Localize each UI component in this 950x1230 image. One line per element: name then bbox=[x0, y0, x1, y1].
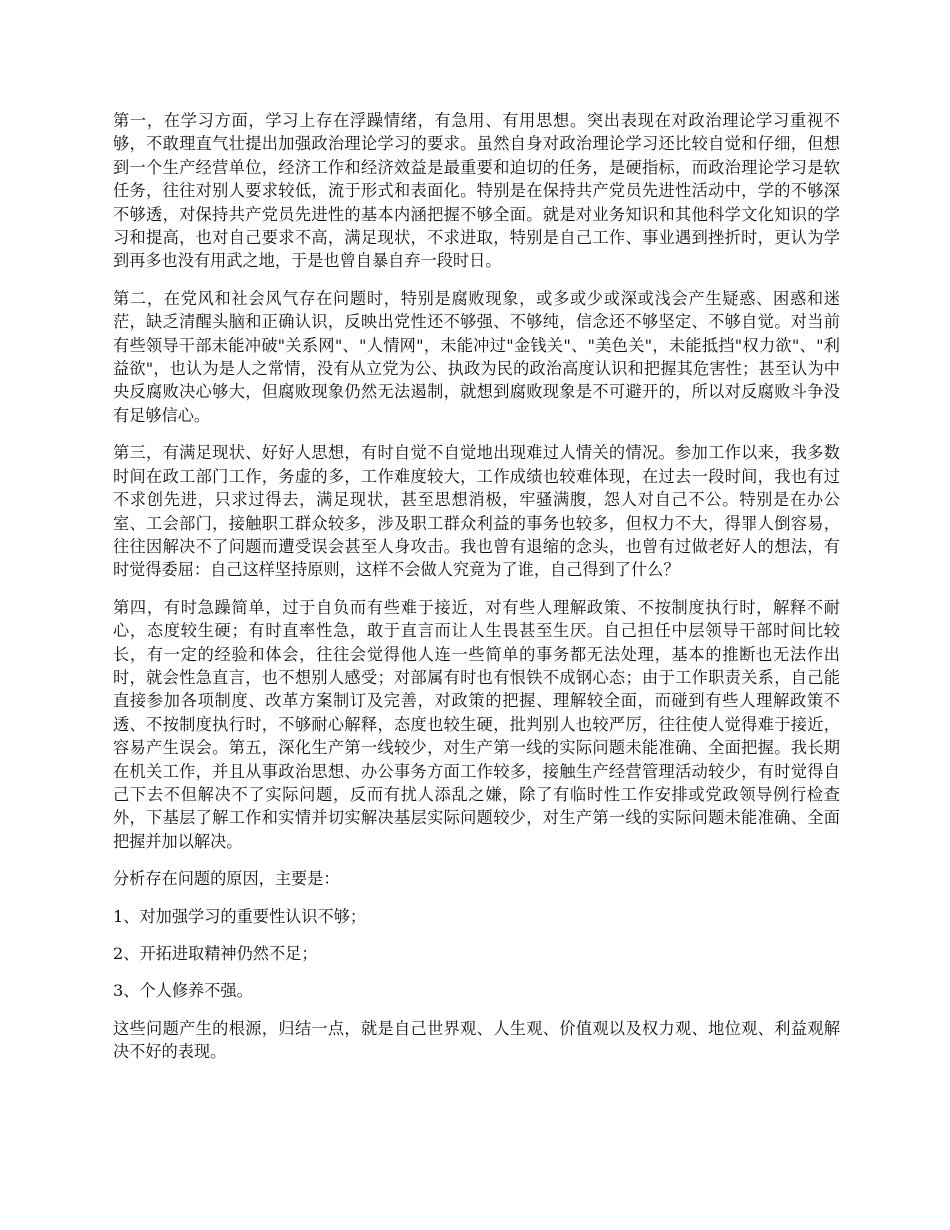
paragraph-root-cause-conclusion: 这些问题产生的根源，归结一点，就是自己世界观、人生观、价值观以及权力观、地位观、利益观解决不好的表现。 bbox=[113, 1018, 840, 1062]
list-item-cause-2: 2、开拓进取精神仍然不足； bbox=[113, 944, 318, 963]
document-page bbox=[113, 109, 840, 1078]
paragraph-third-complacency: 第三，有满足现状、好好人思想，有时自觉不自觉地出现难过人情关的情况。参加工作以来，我多数时间在政工部门工作，务虚的多，工作难度较大，工作成绩也较难体现，在过去一段时间，我也有过不求创先进，只求过得去，满足现状，甚至思想消极，牢骚满腹，怨人对自己不公。特别是在办公室、工会部门，接触职工群众较多，涉及职工群众利益的事务也较多，但权力不大，得罪人倒容易，往往因解决不了问题而遭受误会甚至人身攻击。我也曾有退缩的念头，也曾有过做老好人的想法，有时觉得委屈：自己这样坚持原则，这样不会做人究竟为了谁，自己得到了什么？ bbox=[113, 443, 840, 580]
paragraph-fourth-impatience: 第四，有时急躁简单，过于自负而有些难于接近，对有些人理解政策、不按制度执行时，解释不耐心，态度较生硬；有时直率性急，敢于直言而让人生畏甚至生厌。自己担任中层领导干部时间比较长，有一定的经验和体会，往往会觉得他人连一些简单的事务都无法处理，基本的推断也无法作出时，就会性急直言，也不想别人感受；对部属有时也有恨铁不成钢心态；由于工作职责关系，自己能直接参加各项制度、改革方案制订及完善，对政策的把握、理解较全面，而碰到有些人理解政策不透、不按制度执行时，不够耐心解释，态度也较生硬，批判别人也较严厉，往往使人觉得难于接近，容易产生误会。第五，深化生产第一线较少，对生产第一线的实际问题未能准确、全面把握。我长期在机关工作，并且从事政治思想、办公事务方面工作较多，接触生产经营管理活动较少，有时觉得自己下去不但解决不了实际问题，反而有扰人添乱之嫌，除了有临时性工作安排或党政领导例行检查外，下基层了解工作和实情并切实解决基层实际问题较少，对生产第一线的实际问题未能准确、全面把握并加以解决。 bbox=[113, 597, 840, 851]
paragraph-second-party-style: 第二，在党风和社会风气存在问题时，特别是腐败现象，或多或少或深或浅会产生疑惑、困惑和迷茫，缺乏清醒头脑和正确认识，反映出党性还不够强、不够纯，信念还不够坚定、不够自觉。对当前有些领导干部未能冲破"关系网"、"人情网"，未能冲过"金钱关"、"美色关"，未能抵挡"权力欲"、"利益欲"，也认为是人之常情，没有从立党为公、执政为民的政治高度认识和把握其危害性；甚至认为中央反腐败决心够大，但腐败现象仍然无法遏制，就想到腐败现象是不可避开的，所以对反腐败斗争没有足够信心。 bbox=[113, 288, 840, 425]
list-item-cause-3: 3、个人修养不强。 bbox=[113, 981, 253, 1001]
paragraph-cause-analysis-intro: 分析存在问题的原因，主要是： bbox=[113, 869, 340, 889]
paragraph-first-learning: 第一，在学习方面，学习上存在浮躁情绪，有急用、有用思想。突出表现在对政治理论学习重视不够，不敢理直气壮提出加强政治理论学习的要求。虽然自身对政治理论学习还比较自觉和仔细，但想到一个生产经营单位，经济工作和经济效益是最重要和迫切的任务，是硬指标，而政治理论学习是软任务，往往对别人要求较低，流于形式和表面化。特别是在保持共产党员先进性活动中，学的不够深不够透，对保持共产党员先进性的基本内涵把握不够全面。就是对业务知识和其他科学文化知识的学习和提高，也对自己要求不高，满足现状，不求进取，特别是自己工作、事业遇到挫折时，更认为学到再多也没有用武之地，于是也曾自暴自弃一段时日。 bbox=[113, 111, 840, 271]
list-item-cause-1: 1、对加强学习的重要性认识不够； bbox=[113, 906, 367, 926]
